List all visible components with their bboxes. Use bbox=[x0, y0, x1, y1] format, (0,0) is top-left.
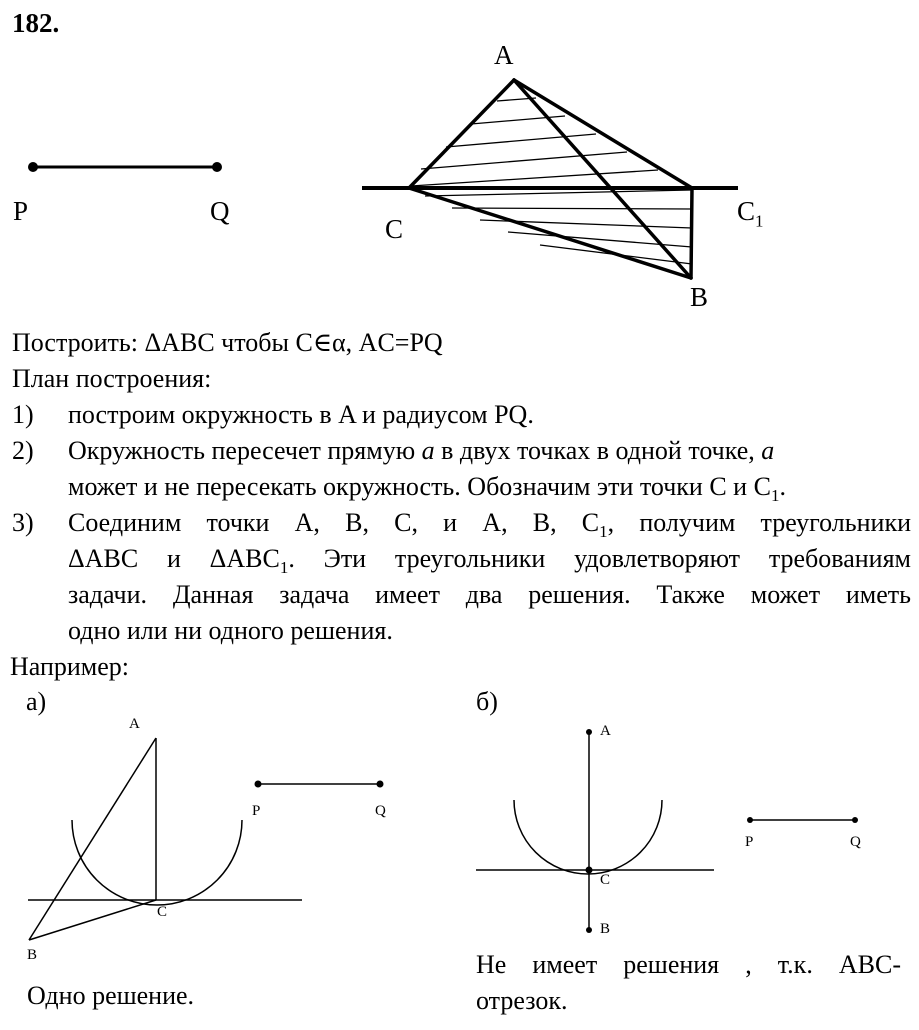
step-1-text: построим окружность в A и радиусом PQ. bbox=[68, 400, 534, 429]
label-a: A bbox=[494, 40, 514, 70]
example-b-label-q: Q bbox=[850, 834, 861, 850]
step-3-line-2: ΔABC и $\Delta ABC_1$. Эти треугольники удовлетворяют требованиям bbox=[68, 544, 911, 578]
main-construction-figure bbox=[0, 0, 919, 320]
example-a-label-p: P bbox=[252, 803, 261, 819]
task-statement: Построить: ΔABC чтобы C∈α, AC=PQ bbox=[12, 328, 443, 357]
label-b: B bbox=[690, 282, 709, 312]
step-2-line-2: может и не пересекать окружность. Обозначим эти точки C и $C_1$. bbox=[68, 472, 786, 506]
example-a-label-b: B bbox=[27, 947, 38, 963]
step-3-line-3: задачи. Данная задача имеет два решения. Также может иметь bbox=[68, 580, 911, 609]
step-2-line-1: Окружность пересечет прямую a в двух точках в одной точке, a bbox=[68, 436, 775, 465]
step-3-number: 3) bbox=[12, 508, 34, 537]
example-a-label-a: A bbox=[129, 716, 140, 732]
example-b-label-c: C bbox=[600, 872, 611, 888]
example-b-label-a: A bbox=[600, 723, 611, 739]
step-1-number: 1) bbox=[12, 400, 34, 429]
circle-arc-a bbox=[72, 820, 242, 905]
example-a-label-c: C bbox=[157, 904, 168, 920]
example-b-caption-line-1: Не имеет решения , т.к. ABC- bbox=[476, 950, 901, 979]
step-2-number: 2) bbox=[12, 436, 34, 465]
example-b-label-p: P bbox=[745, 834, 754, 850]
example-a-label-q: Q bbox=[375, 803, 386, 819]
example-b-label-b: B bbox=[600, 921, 611, 937]
example-intro: Например: bbox=[10, 652, 130, 681]
problem-number: 182. bbox=[12, 8, 60, 38]
plan-title: План построения: bbox=[12, 364, 212, 393]
label-p: P bbox=[13, 196, 29, 226]
label-c: C bbox=[385, 214, 404, 244]
triangle-sides bbox=[409, 80, 692, 278]
label-q: Q bbox=[210, 196, 230, 226]
example-a-label: а) bbox=[26, 687, 47, 716]
example-b-figure bbox=[440, 700, 919, 950]
example-b-label: б) bbox=[476, 687, 498, 716]
example-b-caption-line-2: отрезок. bbox=[476, 986, 568, 1015]
example-a-figure bbox=[0, 700, 440, 970]
step-3-line-1: Соединим точки A, B, C, и A, B, $C_1$, получим треугольники bbox=[68, 508, 911, 542]
label-c1: $C_1$ bbox=[737, 196, 764, 231]
step-3-line-4: одно или ни одного решения. bbox=[68, 616, 393, 645]
example-a-caption: Одно решение. bbox=[27, 981, 195, 1010]
circle-arc-b bbox=[514, 800, 662, 874]
